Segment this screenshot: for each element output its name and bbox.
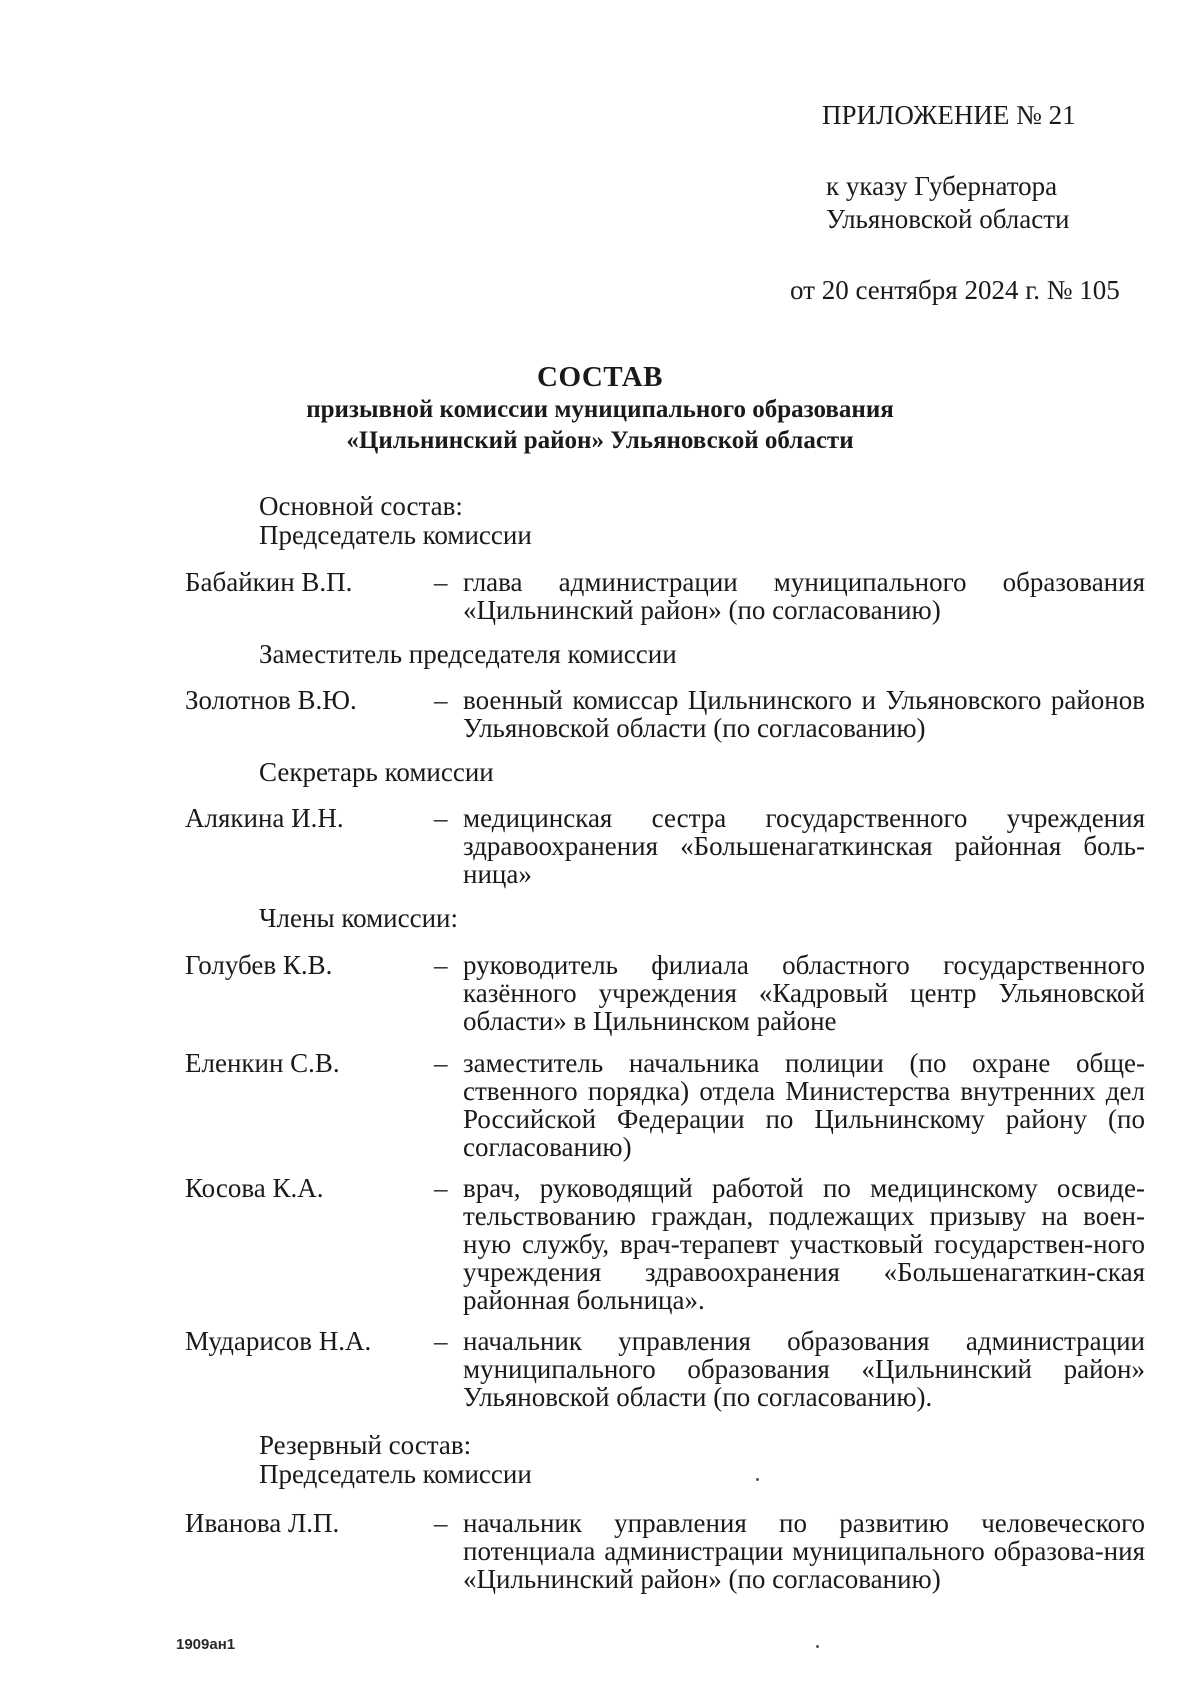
deputy-label: Заместитель председателя комиссии [259,639,677,669]
decree-line-1: к указу Губернатора [826,171,1058,201]
chairman-label: Председатель комиссии [259,520,532,550]
member-position: медицинская сестра государственного учреждения здравоохранения «Большенагаткинская районная боль-ница» [463,803,1145,889]
member-name: Косова К.А. [185,1173,324,1203]
decree-reference [826,170,1070,236]
member-position: военный комиссар Цильнинского и Ульяновского районов Ульяновской области (по согласованию) [463,685,1145,743]
dash-separator: – [434,1508,448,1538]
appendix-number: ПРИЛОЖЕНИЕ № 21 [822,100,1076,130]
document-code: 1909ан1 [176,1636,236,1653]
member-position: руководитель филиала областного государственного казённого учреждения «Кадровый центр Ульяновской области» в Цильнинском районе [463,950,1145,1036]
member-position: заместитель начальника полиции (по охране обще-ственного порядка) отдела Министерства внутренних дел Российской Федерации по Цильнинскому району (по согласованию) [463,1048,1145,1162]
title-main: СОСТАВ [537,361,663,393]
members-label: Члены комиссии: [259,903,458,933]
dash-separator: – [434,950,448,980]
main-composition-heading: Основной состав: [259,491,463,521]
member-position: врач, руководящий работой по медицинскому освиде-тельствованию граждан, подлежащих призыву на воен-ную службу, врач-терапевт участковый государствен-ного учреждения здравоохранения «Большенагаткин-ская районная больница». [463,1173,1145,1315]
dash-separator: – [434,1173,448,1203]
document-title [200,360,1000,456]
reserve-chairman-label: Председатель комиссии [259,1459,532,1489]
member-position: начальник управления образования администрации муниципального образования «Цильнинский район» Ульяновской области (по согласованию). [463,1326,1145,1412]
reserve-composition-heading: Резервный состав: [259,1430,472,1460]
member-name: Иванова Л.П. [185,1508,340,1538]
scan-speck [816,1645,819,1648]
member-name: Бабайкин В.П. [185,567,353,597]
member-name: Золотнов В.Ю. [185,685,357,715]
dash-separator: – [434,803,448,833]
member-position: начальник управления по развитию человеческого потенциала администрации муниципального образова-ния «Цильнинский район» (по согласованию) [463,1508,1145,1594]
dash-separator: – [434,685,448,715]
secretary-label: Секретарь комиссии [259,757,494,787]
dash-separator: – [434,1048,448,1078]
title-sub-line-1: призывной комиссии муниципального образования [306,396,894,423]
member-position: глава администрации муниципального образования «Цильнинский район» (по согласованию) [463,567,1145,625]
member-name: Еленкин С.В. [185,1048,340,1078]
dash-separator: – [434,567,448,597]
title-sub-line-2: «Цильнинский район» Ульяновской области [346,427,854,454]
member-name: Голубев К.В. [185,950,333,980]
member-name: Мударисов Н.А. [185,1326,372,1356]
decree-line-2: Ульяновской области [826,204,1070,234]
dash-separator: – [434,1326,448,1356]
member-name: Алякина И.Н. [185,803,344,833]
scan-speck [756,1478,759,1481]
decree-date: от 20 сентября 2024 г. № 105 [790,275,1120,305]
